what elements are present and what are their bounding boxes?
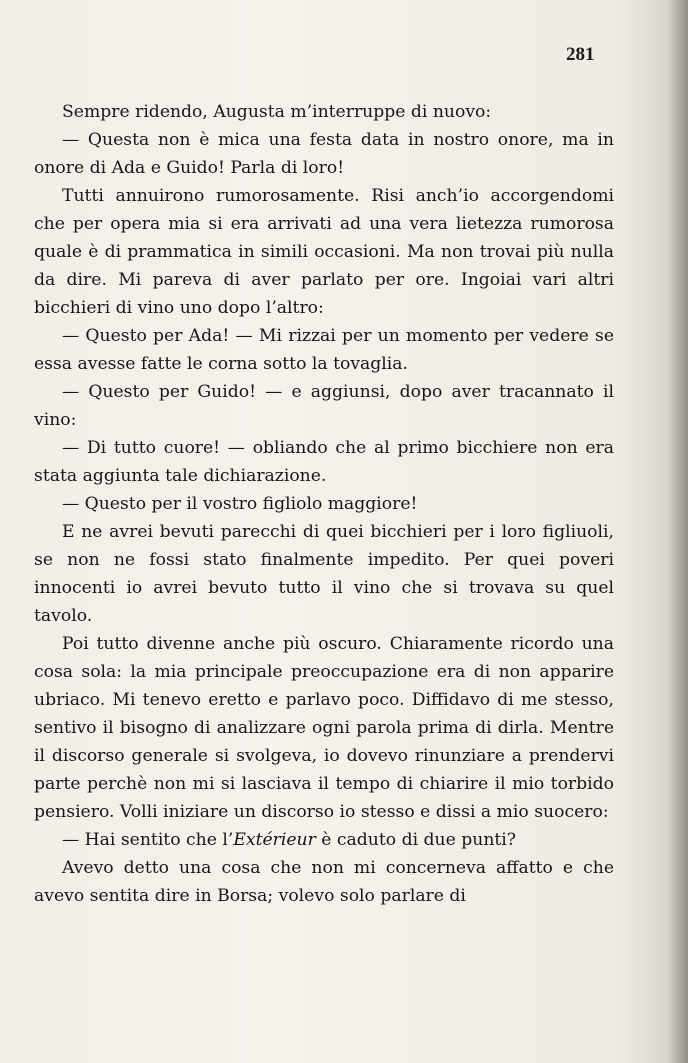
paragraph: Avevo detto una cosa che non mi concerneva affatto e che avevo sentita dire in Borsa; volevo solo parlare di	[34, 858, 614, 906]
paragraph: E ne avrei bevuti parecchi di quei bicchieri per i loro figliuoli, se non ne fossi stato finalmente impedito. Per quei poveri innocenti io avrei bevuto tutto il vino che si trovava su quel tavolo.	[34, 522, 614, 626]
body-text	[34, 98, 614, 910]
exterieur-after: è caduto di due punti?	[315, 830, 517, 850]
paragraph: — Questa non è mica una festa data in nostro onore, ma in onore di Ada e Guido! Parla di loro!	[34, 130, 614, 178]
exterieur-before: — Hai sentito che l’	[62, 830, 234, 850]
paragraph: — Questo per Ada! — Mi rizzai per un momento per vedere se essa avesse fatte le corna sotto la tovaglia.	[34, 326, 614, 374]
page-number: 281	[566, 44, 595, 65]
paragraph: — Di tutto cuore! — obliando che al primo bicchiere non era stata aggiunta tale dichiarazione.	[34, 438, 614, 486]
exterieur-italic: Extérieur	[233, 830, 316, 850]
paragraph: Poi tutto divenne anche più oscuro. Chiaramente ricordo una cosa sola: la mia principale preoccupazione era di non apparire ubriaco. Mi tenevo eretto e parlavo poco. Diffidavo di me stesso, sentivo il bisogno di analizzare ogni parola prima di dirla. Mentre il discorso generale si svolgeva, io dovevo rinunziare a prendervi parte perchè non mi si lasciava il tempo di chiarire il mio torbido pensiero. Volli iniziare un discorso io stesso e dissi a mio suocero:	[34, 634, 614, 822]
paragraph-exterieur	[34, 826, 614, 854]
paragraph: Tutti annuirono rumorosamente. Risi anch’io accorgendomi che per opera mia si era arrivati ad una vera lietezza rumorosa quale è di prammatica in simili occasioni. Ma non trovai più nulla da dire. Mi pareva di aver parlato per ore. Ingoiai vari altri bicchieri di vino uno dopo l’altro:	[34, 186, 614, 318]
paragraph: — Questo per Guido! — e aggiunsi, dopo aver tracannato il vino:	[34, 382, 614, 430]
paragraph: — Questo per il vostro figliolo maggiore!	[62, 494, 418, 514]
paragraph: Sempre ridendo, Augusta m’interruppe di nuovo:	[62, 102, 492, 122]
